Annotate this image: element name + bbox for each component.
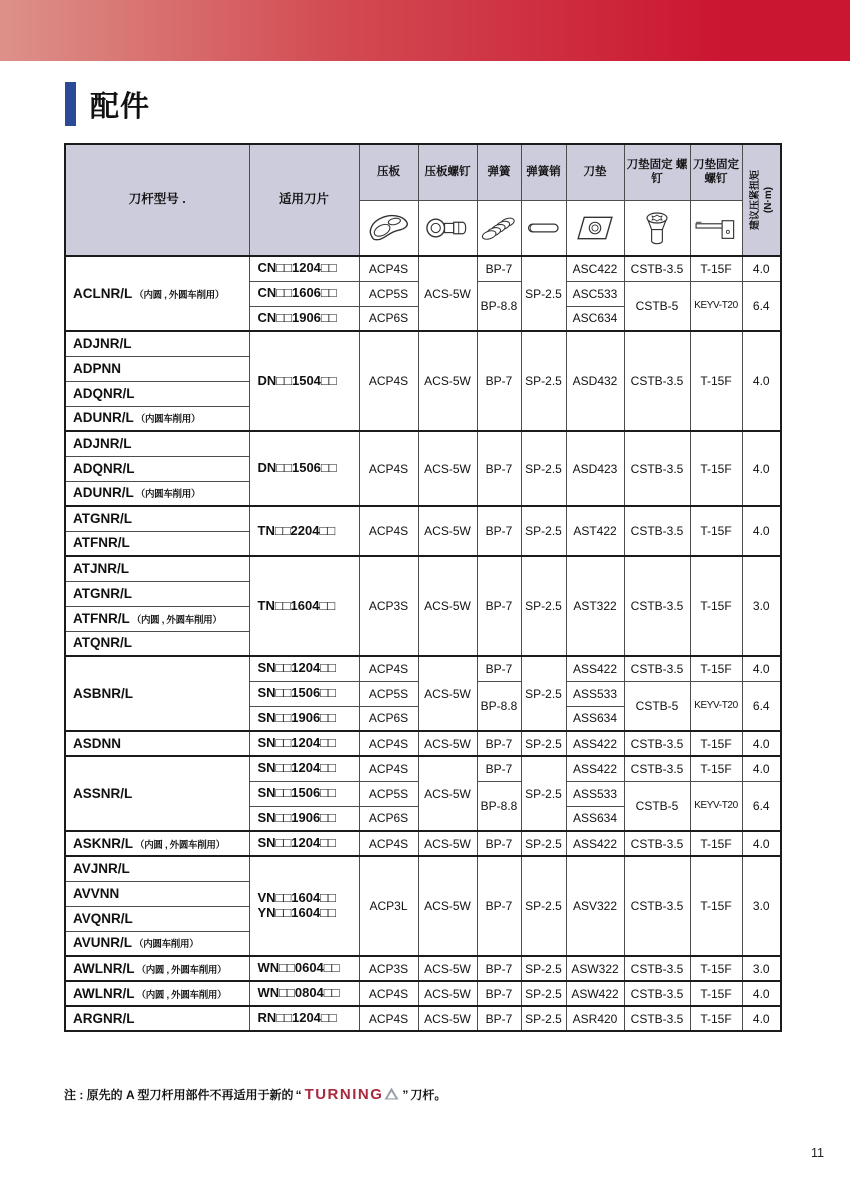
data-cell: 4.0 xyxy=(742,831,781,856)
data-cell: ACS-5W xyxy=(418,981,477,1006)
data-cell: 6.4 xyxy=(742,781,781,831)
model-cell: ASBNR/L xyxy=(65,656,249,731)
model-cell: ATFNR/L xyxy=(65,531,249,556)
data-cell: BP-7 xyxy=(477,506,521,556)
data-cell: SP-2.5 xyxy=(521,256,566,331)
data-cell: T-15F xyxy=(690,256,742,281)
data-cell: ACP6S xyxy=(359,306,418,331)
data-cell: ACS-5W xyxy=(418,656,477,731)
data-cell: ASS422 xyxy=(566,831,624,856)
data-cell: SP-2.5 xyxy=(521,331,566,431)
data-cell: BP-7 xyxy=(477,831,521,856)
data-cell: ACP4S xyxy=(359,656,418,681)
column-header-holder-model: 刀杆型号 . xyxy=(65,144,249,256)
model-cell: ASSNR/L xyxy=(65,756,249,831)
data-cell: BP-7 xyxy=(477,756,521,781)
model-cell: ADUNR/L （内圆车削用） xyxy=(65,406,249,431)
data-cell: ACP6S xyxy=(359,706,418,731)
data-cell: ACP3L xyxy=(359,856,418,956)
footnote-suffix: 刀杆。 xyxy=(410,1088,447,1102)
data-cell: CSTB-3.5 xyxy=(624,256,690,281)
data-cell: 4.0 xyxy=(742,756,781,781)
spring-pin-icon xyxy=(523,210,565,246)
model-cell: ATGNR/L xyxy=(65,581,249,606)
shim-icon-cell xyxy=(566,200,624,256)
insert-cell: SN□□1906□□ xyxy=(249,806,359,831)
column-header-part-4: 刀垫 xyxy=(566,144,624,200)
insert-cell: SN□□1204□□ xyxy=(249,756,359,781)
data-cell: CSTB-5 xyxy=(624,681,690,731)
data-cell: 6.4 xyxy=(742,281,781,331)
spring-icon-cell xyxy=(477,200,521,256)
model-cell: ASDNN xyxy=(65,731,249,756)
column-header-part-6: 刀垫固定 螺钉 xyxy=(690,144,742,200)
clamp-screw-icon xyxy=(425,210,471,246)
data-cell: SP-2.5 xyxy=(521,506,566,556)
spring-icon xyxy=(478,210,520,246)
data-cell: ASD423 xyxy=(566,431,624,506)
insert-cell: RN□□1204□□ xyxy=(249,1006,359,1031)
data-cell: SP-2.5 xyxy=(521,831,566,856)
insert-cell: CN□□1906□□ xyxy=(249,306,359,331)
data-cell: CSTB-5 xyxy=(624,781,690,831)
header-banner xyxy=(0,0,850,61)
data-cell: SP-2.5 xyxy=(521,556,566,656)
data-cell: T-15F xyxy=(690,856,742,956)
data-cell: ASS634 xyxy=(566,806,624,831)
data-cell: BP-7 xyxy=(477,556,521,656)
data-cell: ACS-5W xyxy=(418,831,477,856)
data-cell: ACP4S xyxy=(359,731,418,756)
data-cell: ACP4S xyxy=(359,431,418,506)
data-cell: T-15F xyxy=(690,981,742,1006)
data-cell: CSTB-3.5 xyxy=(624,556,690,656)
clamp-icon-cell xyxy=(359,200,418,256)
data-cell: AST422 xyxy=(566,506,624,556)
data-cell: ACS-5W xyxy=(418,256,477,331)
data-cell: ASC422 xyxy=(566,256,624,281)
data-cell: ACS-5W xyxy=(418,556,477,656)
model-cell: ATQNR/L xyxy=(65,631,249,656)
data-cell: SP-2.5 xyxy=(521,731,566,756)
clamp-icon xyxy=(366,210,412,246)
data-cell: ACS-5W xyxy=(418,756,477,831)
data-cell: ACP4S xyxy=(359,331,418,431)
data-cell: 4.0 xyxy=(742,981,781,1006)
data-cell: ASW322 xyxy=(566,956,624,981)
data-cell: CSTB-3.5 xyxy=(624,331,690,431)
column-header-part-0: 压板 xyxy=(359,144,418,200)
insert-cell: DN□□1506□□ xyxy=(249,431,359,506)
column-header-applicable-insert: 适用刀片 xyxy=(249,144,359,256)
data-cell: BP-7 xyxy=(477,1006,521,1031)
data-cell: T-15F xyxy=(690,656,742,681)
data-cell: T-15F xyxy=(690,756,742,781)
data-cell: T-15F xyxy=(690,1006,742,1031)
data-cell: ACS-5W xyxy=(418,331,477,431)
model-cell: ATJNR/L xyxy=(65,556,249,581)
data-cell: BP-7 xyxy=(477,331,521,431)
data-cell: CSTB-3.5 xyxy=(624,856,690,956)
data-cell: ACS-5W xyxy=(418,731,477,756)
data-cell: CSTB-3.5 xyxy=(624,656,690,681)
data-cell: T-15F xyxy=(690,831,742,856)
data-cell: 4.0 xyxy=(742,256,781,281)
model-cell: ADQNR/L xyxy=(65,381,249,406)
data-cell: T-15F xyxy=(690,731,742,756)
data-cell: SP-2.5 xyxy=(521,756,566,831)
data-cell: ACP5S xyxy=(359,781,418,806)
data-cell: ACS-5W xyxy=(418,956,477,981)
model-cell: AWLNR/L （内圆 , 外圆车削用） xyxy=(65,956,249,981)
section-title xyxy=(65,82,150,126)
data-cell: AST322 xyxy=(566,556,624,656)
accessories-table-wrap xyxy=(64,143,782,1032)
insert-cell: SN□□1204□□ xyxy=(249,831,359,856)
data-cell: 3.0 xyxy=(742,956,781,981)
insert-cell: DN□□1504□□ xyxy=(249,331,359,431)
model-cell: AVJNR/L xyxy=(65,856,249,881)
model-cell: ASKNR/L （内圆 , 外圆车削用） xyxy=(65,831,249,856)
turning-logo-triangle-icon xyxy=(384,1087,399,1100)
data-cell: ACP4S xyxy=(359,756,418,781)
model-cell: AWLNR/L （内圆 , 外圆车削用） xyxy=(65,981,249,1006)
model-cell: ADQNR/L xyxy=(65,456,249,481)
data-cell: BP-8.8 xyxy=(477,781,521,831)
model-cell: ATFNR/L （内圆 , 外圆车削用） xyxy=(65,606,249,631)
data-cell: ACP4S xyxy=(359,256,418,281)
model-cell: ADUNR/L （内圆车削用） xyxy=(65,481,249,506)
data-cell: 4.0 xyxy=(742,431,781,506)
torque-header-label: 建议压紧扭矩 (N·m) xyxy=(749,170,774,230)
data-cell: 4.0 xyxy=(742,506,781,556)
data-cell: SP-2.5 xyxy=(521,981,566,1006)
column-header-part-2: 弹簧 xyxy=(477,144,521,200)
column-header-part-5: 刀垫固定 螺钉 xyxy=(624,144,690,200)
quote-open: “ xyxy=(295,1087,302,1102)
data-cell: ASS422 xyxy=(566,656,624,681)
title-accent-bar xyxy=(65,82,76,126)
data-cell: ASV322 xyxy=(566,856,624,956)
spring-pin-icon-cell xyxy=(521,200,566,256)
data-cell: ACP4S xyxy=(359,506,418,556)
data-cell: BP-7 xyxy=(477,731,521,756)
data-cell: ACS-5W xyxy=(418,431,477,506)
data-cell: BP-7 xyxy=(477,956,521,981)
data-cell: ACP5S xyxy=(359,681,418,706)
data-cell: T-15F xyxy=(690,331,742,431)
clamp-screw-icon-cell xyxy=(418,200,477,256)
data-cell: 3.0 xyxy=(742,856,781,956)
data-cell: SP-2.5 xyxy=(521,956,566,981)
insert-cell: VN□□1604□□ YN□□1604□□ xyxy=(249,856,359,956)
insert-cell: CN□□1204□□ xyxy=(249,256,359,281)
model-cell: ACLNR/L （内圆 , 外圆车削用） xyxy=(65,256,249,331)
quote-close: ” xyxy=(402,1087,409,1102)
lever-lock-icon-cell xyxy=(690,200,742,256)
data-cell: ASR420 xyxy=(566,1006,624,1031)
data-cell: BP-7 xyxy=(477,256,521,281)
data-cell: CSTB-5 xyxy=(624,281,690,331)
data-cell: ACP3S xyxy=(359,956,418,981)
data-cell: ACS-5W xyxy=(418,1006,477,1031)
data-cell: ACP4S xyxy=(359,1006,418,1031)
model-cell: AVQNR/L xyxy=(65,906,249,931)
data-cell: KEYV-T20 xyxy=(690,781,742,831)
data-cell: ASW422 xyxy=(566,981,624,1006)
model-cell: ARGNR/L xyxy=(65,1006,249,1031)
insert-cell: TN□□2204□□ xyxy=(249,506,359,556)
insert-cell: SN□□1204□□ xyxy=(249,656,359,681)
column-header-part-3: 弹簧销 xyxy=(521,144,566,200)
lever-lock-icon xyxy=(693,210,739,246)
shim-icon xyxy=(572,210,618,246)
model-cell: AVVNN xyxy=(65,881,249,906)
data-cell: ASC634 xyxy=(566,306,624,331)
data-cell: CSTB-3.5 xyxy=(624,956,690,981)
data-cell: ACP6S xyxy=(359,806,418,831)
insert-cell: SN□□1506□□ xyxy=(249,781,359,806)
data-cell: ASS422 xyxy=(566,731,624,756)
data-cell: ACP3S xyxy=(359,556,418,656)
data-cell: KEYV-T20 xyxy=(690,681,742,731)
data-cell: ASS533 xyxy=(566,781,624,806)
data-cell: T-15F xyxy=(690,431,742,506)
data-cell: ACS-5W xyxy=(418,856,477,956)
data-cell: CSTB-3.5 xyxy=(624,506,690,556)
data-cell: KEYV-T20 xyxy=(690,281,742,331)
data-cell: 4.0 xyxy=(742,731,781,756)
page-title: 配件 xyxy=(90,90,151,123)
data-cell: ASC533 xyxy=(566,281,624,306)
data-cell: ASS422 xyxy=(566,756,624,781)
data-cell: BP-7 xyxy=(477,431,521,506)
data-cell: 4.0 xyxy=(742,656,781,681)
data-cell: CSTB-3.5 xyxy=(624,981,690,1006)
data-cell: 4.0 xyxy=(742,1006,781,1031)
shim-screw-icon xyxy=(634,208,680,248)
insert-cell: SN□□1204□□ xyxy=(249,731,359,756)
data-cell: 3.0 xyxy=(742,556,781,656)
data-cell: ACP4S xyxy=(359,981,418,1006)
data-cell: SP-2.5 xyxy=(521,1006,566,1031)
data-cell: CSTB-3.5 xyxy=(624,831,690,856)
footnote xyxy=(64,1086,446,1103)
data-cell: BP-8.8 xyxy=(477,281,521,331)
data-cell: ACP5S xyxy=(359,281,418,306)
model-cell: ADJNR/L xyxy=(65,331,249,356)
insert-cell: TN□□1604□□ xyxy=(249,556,359,656)
data-cell: CSTB-3.5 xyxy=(624,756,690,781)
column-header-torque xyxy=(742,144,781,256)
model-cell: AVUNR/L （内圆车削用） xyxy=(65,931,249,956)
data-cell: T-15F xyxy=(690,556,742,656)
column-header-part-1: 压板螺钉 xyxy=(418,144,477,200)
model-cell: ADJNR/L xyxy=(65,431,249,456)
model-cell: ATGNR/L xyxy=(65,506,249,531)
data-cell: BP-7 xyxy=(477,856,521,956)
data-cell: CSTB-3.5 xyxy=(624,731,690,756)
data-cell: T-15F xyxy=(690,956,742,981)
data-cell: 4.0 xyxy=(742,331,781,431)
data-cell: ACP4S xyxy=(359,831,418,856)
data-cell: SP-2.5 xyxy=(521,431,566,506)
data-cell: SP-2.5 xyxy=(521,656,566,731)
data-cell: 6.4 xyxy=(742,681,781,731)
footnote-text: 注 : 原先的 A 型刀杆用部件不再适用于新的 xyxy=(64,1088,294,1102)
turning-logo-text: TURNING xyxy=(304,1086,384,1103)
data-cell: BP-8.8 xyxy=(477,681,521,731)
insert-cell: WN□□0604□□ xyxy=(249,956,359,981)
data-cell: SP-2.5 xyxy=(521,856,566,956)
insert-cell: SN□□1906□□ xyxy=(249,706,359,731)
data-cell: ASD432 xyxy=(566,331,624,431)
insert-cell: SN□□1506□□ xyxy=(249,681,359,706)
data-cell: BP-7 xyxy=(477,981,521,1006)
shim-screw-icon-cell xyxy=(624,200,690,256)
accessories-table xyxy=(64,143,782,1032)
data-cell: CSTB-3.5 xyxy=(624,1006,690,1031)
data-cell: ASS533 xyxy=(566,681,624,706)
data-cell: ACS-5W xyxy=(418,506,477,556)
page-number: 11 xyxy=(811,1146,824,1160)
insert-cell: WN□□0804□□ xyxy=(249,981,359,1006)
insert-cell: CN□□1606□□ xyxy=(249,281,359,306)
data-cell: T-15F xyxy=(690,506,742,556)
data-cell: CSTB-3.5 xyxy=(624,431,690,506)
data-cell: ASS634 xyxy=(566,706,624,731)
model-cell: ADPNN xyxy=(65,356,249,381)
data-cell: BP-7 xyxy=(477,656,521,681)
